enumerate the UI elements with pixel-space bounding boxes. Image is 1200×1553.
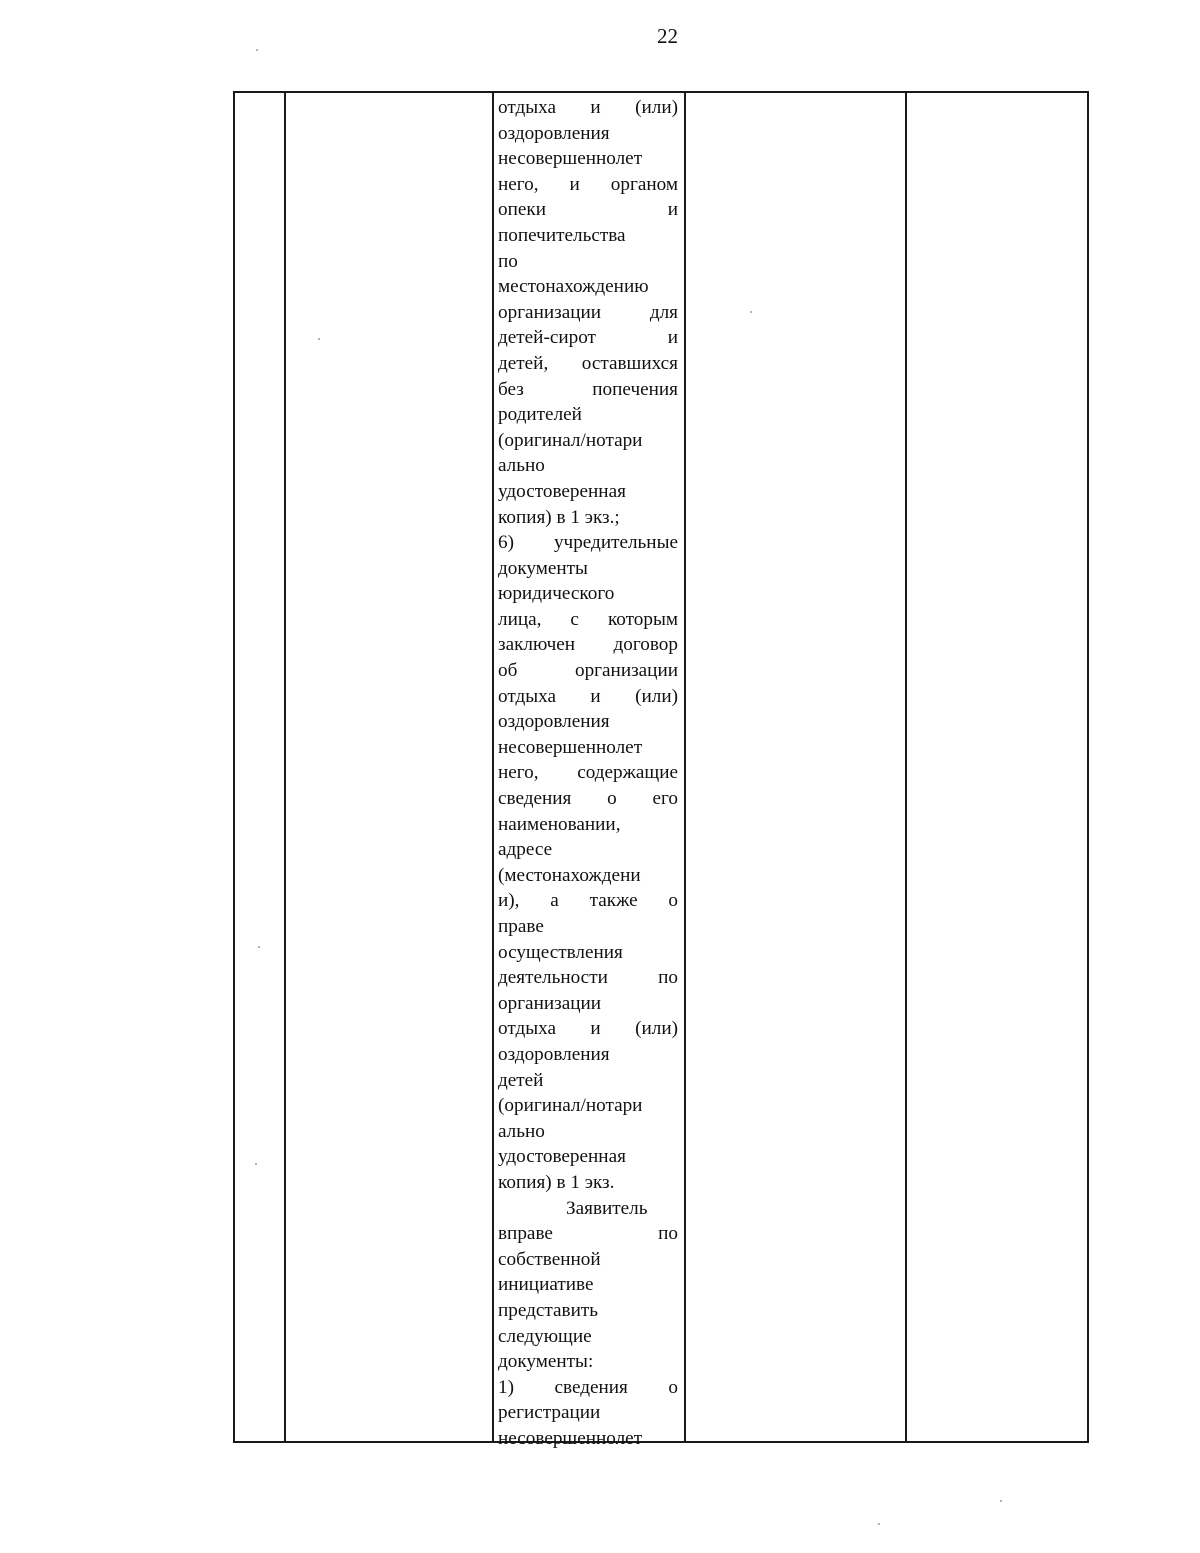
cell-text-line: деятельности по [498, 967, 678, 989]
scan-speck [878, 1523, 880, 1525]
document-table [233, 91, 1089, 1449]
cell-text-line: осуществления [498, 941, 623, 963]
scan-speck [318, 338, 320, 340]
cell-text-line: собственной [498, 1248, 601, 1270]
scan-speck [1000, 1500, 1002, 1502]
cell-text-line: него, и органом [498, 173, 678, 195]
cell-text-line: следующие [498, 1325, 592, 1347]
cell-text-line: инициативе [498, 1274, 594, 1296]
cell-text-line: несовершеннолет [498, 148, 643, 170]
cell-text-line: (местонахождени [498, 864, 641, 886]
cell-text-line: Заявитель [566, 1197, 648, 1219]
column-divider-3 [684, 93, 686, 1441]
cell-text-line: опеки и [498, 199, 678, 221]
column-divider-4 [905, 93, 907, 1441]
cell-text-line: (оригинал/нотари [498, 1095, 643, 1117]
cell-text-line: документы [498, 557, 588, 579]
cell-text-line: удостоверенная [498, 1146, 626, 1168]
cell-text-line: попечительства [498, 224, 626, 246]
column-divider-2 [492, 93, 494, 1441]
cell-text-line: вправе по [498, 1223, 678, 1245]
cell-text-line: документы: [498, 1351, 594, 1373]
cell-text-line: детей [498, 1069, 544, 1091]
cell-text-line: несовершеннолет [498, 1427, 643, 1449]
cell-text-line: адресе [498, 839, 553, 861]
cell-text-line: по [498, 250, 518, 272]
cell-text-line: родителей [498, 404, 582, 426]
cell-text-line: копия) в 1 экз.; [498, 506, 620, 528]
cell-text-line: отдыха и (или) [498, 97, 678, 118]
cell-text-line: детей, оставшихся [498, 352, 678, 374]
cell-text-line: без попечения [498, 378, 678, 400]
cell-text-line: 6) учредительные [498, 532, 678, 554]
cell-text-line: сведения о его [498, 788, 678, 810]
cell-text-line: ально [498, 455, 545, 477]
scan-speck [255, 1163, 257, 1165]
cell-text-line: регистрации [498, 1402, 601, 1424]
cell-text-line: 1) сведения о [498, 1376, 678, 1398]
cell-text-line: него, содержащие [498, 762, 678, 784]
cell-text-line: организации для [498, 301, 678, 323]
cell-text-line: праве [498, 916, 544, 937]
cell-text-line: копия) в 1 экз. [498, 1171, 615, 1193]
cell-text-line: заключен договор [498, 634, 678, 656]
page-number: 22 [657, 24, 678, 48]
cell-text-line: местонахождению [498, 276, 649, 298]
scan-speck [256, 49, 258, 51]
cell-text-line: ально [498, 1120, 545, 1142]
cell-text-line: несовершеннолет [498, 736, 643, 758]
cell-text-line: отдыха и (или) [498, 685, 678, 707]
cell-text-line: представить [498, 1299, 599, 1321]
cell-text-line: удостоверенная [498, 480, 626, 502]
cell-text-line: оздоровления [498, 711, 610, 733]
cell-text-line: детей-сирот и [498, 327, 678, 349]
cell-text-line: и), а также о [498, 890, 678, 912]
cell-text-line: (оригинал/нотари [498, 429, 643, 451]
scan-speck [750, 311, 752, 313]
cell-text-line: оздоровления [498, 122, 610, 144]
cell-text-line: организации [498, 992, 602, 1014]
cell-text-line: отдыха и (или) [498, 1018, 678, 1040]
cell-text-line: лица, с которым [498, 608, 678, 630]
table-cell-column-3 [498, 95, 678, 1451]
cell-text-line: наименовании, [498, 813, 621, 835]
scan-speck [258, 946, 260, 948]
cell-text-line: оздоровления [498, 1043, 610, 1065]
column-divider-1 [284, 93, 286, 1441]
cell-text-line: об организации [498, 660, 678, 682]
cell-text-line: юридического [498, 583, 615, 605]
